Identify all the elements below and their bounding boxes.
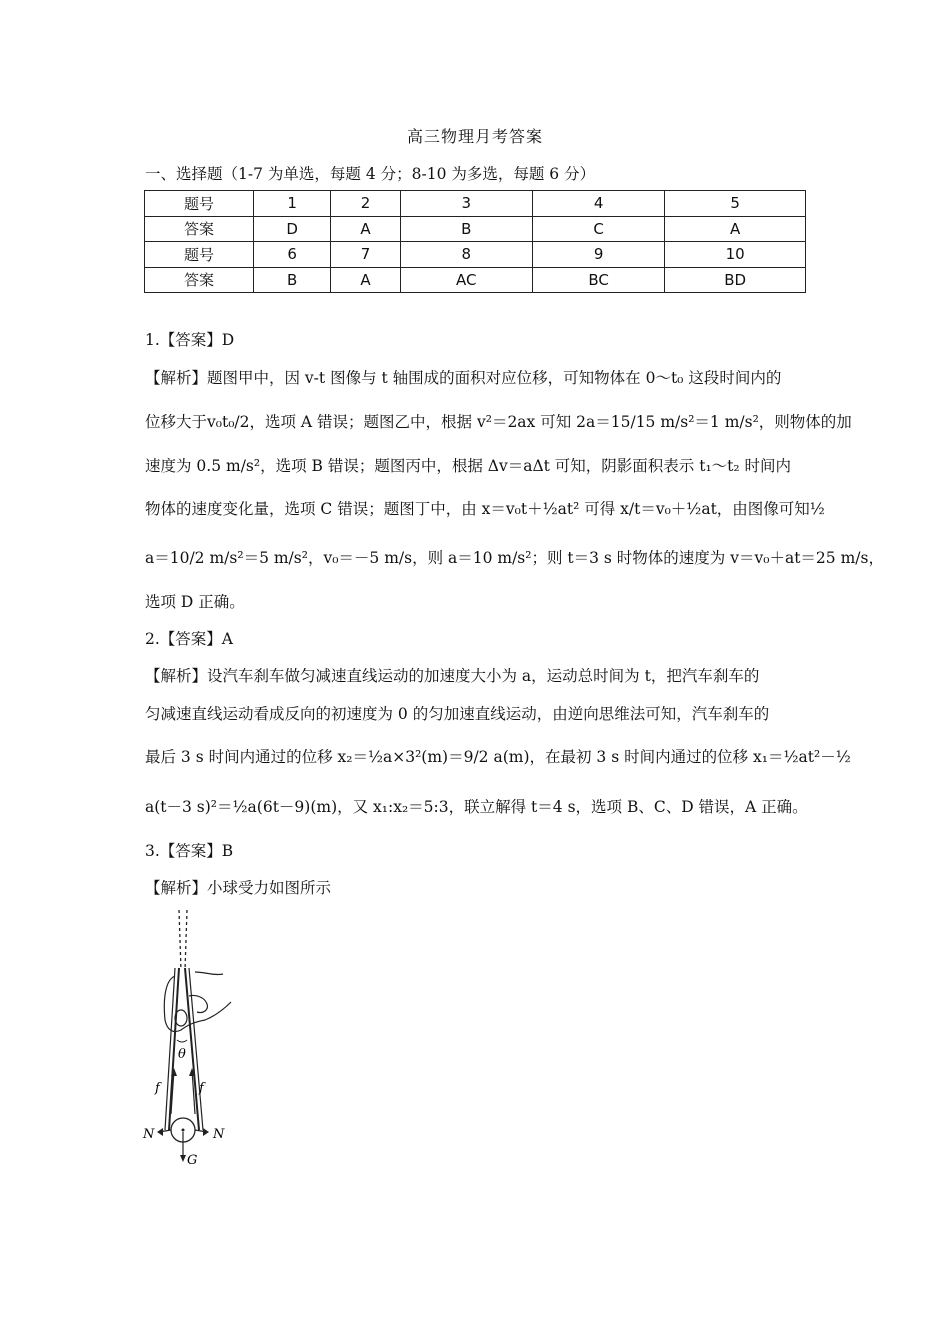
table-cell: 7 xyxy=(331,242,400,268)
arrow-head xyxy=(203,1128,209,1136)
q2-line-3: 最后 3 s 时间内通过的位移 x₂＝½a×3²(m)＝9/2 a(m)，在最初 3 s 时间内通过的位移 x₁＝½at²－½ xyxy=(145,748,851,766)
table-cell: D xyxy=(254,216,331,242)
q1-line-3: 速度为 0.5 m/s²，选项 B 错误；题图丙中，根据 Δv＝aΔt 可知，阴影面积表示 t₁～t₂ 时间内 xyxy=(145,457,792,475)
q3-line-1: 【解析】小球受力如图所示 xyxy=(145,879,332,897)
table-cell: B xyxy=(254,267,331,293)
answer-table xyxy=(144,190,806,293)
table-cell: 8 xyxy=(400,242,532,268)
table-row xyxy=(145,242,806,268)
q1-line-6: 选项 D 正确。 xyxy=(145,593,245,611)
theta-label: θ xyxy=(178,1047,186,1062)
dashed-line xyxy=(179,910,181,970)
table-row xyxy=(145,191,806,217)
friction-label-left: f xyxy=(155,1081,160,1096)
page-title: 高三物理月考答案 xyxy=(406,127,543,146)
normal-label-right: N xyxy=(213,1127,225,1142)
table-header-cell: 答案 xyxy=(145,267,254,293)
table-cell: 6 xyxy=(254,242,331,268)
table-cell: B xyxy=(400,216,532,242)
q2-line-2: 匀减速直线运动看成反向的初速度为 0 的匀加速直线运动，由逆向思维法可知，汽车刹车的 xyxy=(145,705,770,723)
chopstick-right xyxy=(185,968,199,1130)
q1-answer-heading: 1.【答案】D xyxy=(145,331,235,349)
q1-line-5: a＝10/2 m/s²＝5 m/s²，v₀＝－5 m/s，则 a＝10 m/s²；则 t＝3 s 时物体的速度为 v＝v₀＋at＝25 m/s， xyxy=(145,549,884,567)
gravity-label: G xyxy=(187,1153,198,1168)
angle-arc xyxy=(177,1040,187,1042)
table-cell: A xyxy=(331,216,400,242)
force-diagram xyxy=(135,910,255,1170)
table-row xyxy=(145,216,806,242)
table-row xyxy=(145,267,806,293)
table-cell: BD xyxy=(665,267,806,293)
table-header-cell: 题号 xyxy=(145,191,254,217)
dashed-line xyxy=(185,910,187,970)
table-header-cell: 答案 xyxy=(145,216,254,242)
table-cell: 3 xyxy=(400,191,532,217)
normal-label-left: N xyxy=(143,1127,155,1142)
table-header-cell: 题号 xyxy=(145,242,254,268)
arrow-head xyxy=(157,1128,163,1136)
q1-line-2: 位移大于v₀t₀/2，选项 A 错误；题图乙中，根据 v²＝2ax 可知 2a＝15/15 m/s²＝1 m/s²，则物体的加 xyxy=(145,413,852,431)
table-cell: 1 xyxy=(254,191,331,217)
table-cell: A xyxy=(665,216,806,242)
table-cell: A xyxy=(331,267,400,293)
table-cell: C xyxy=(532,216,664,242)
ball-center xyxy=(182,1129,185,1132)
q2-line-4: a(t－3 s)²＝½a(6t－9)(m)，又 x₁:x₂＝5:3，联立解得 t＝4 s，选项 B、C、D 错误，A 正确。 xyxy=(145,798,808,816)
q3-answer-heading: 3.【答案】B xyxy=(145,842,234,860)
table-cell: BC xyxy=(532,267,664,293)
table-cell: 4 xyxy=(532,191,664,217)
q2-line-1: 【解析】设汽车刹车做匀减速直线运动的加速度大小为 a，运动总时间为 t，把汽车刹车的 xyxy=(145,667,760,685)
section-heading: 一、选择题（1-7 为单选，每题 4 分；8-10 为多选，每题 6 分） xyxy=(145,165,596,183)
table-cell: 2 xyxy=(331,191,400,217)
friction-label-right: f xyxy=(199,1081,204,1096)
arrow-head xyxy=(180,1155,186,1162)
table-cell: 10 xyxy=(665,242,806,268)
q2-answer-heading: 2.【答案】A xyxy=(145,630,233,648)
table-cell: AC xyxy=(400,267,532,293)
q1-line-4: 物体的速度变化量，选项 C 错误；题图丁中，由 x＝v₀t＋½at² 可得 x/t＝v₀＋½at，由图像可知½ xyxy=(145,500,825,518)
q1-line-1: 【解析】题图甲中，因 v-t 图像与 t 轴围成的面积对应位移，可知物体在 0～t₀ 这段时间内的 xyxy=(145,369,782,387)
table-cell: 5 xyxy=(665,191,806,217)
table-cell: 9 xyxy=(532,242,664,268)
